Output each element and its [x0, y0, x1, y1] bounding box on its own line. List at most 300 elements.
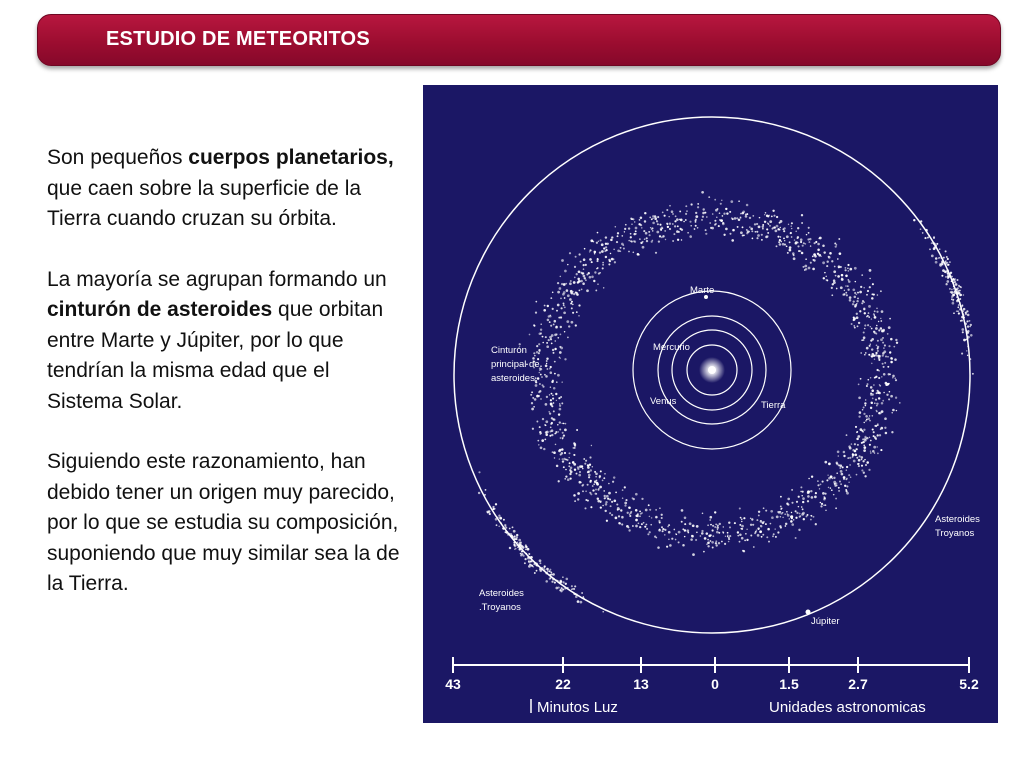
tick-0: 0 [711, 676, 719, 692]
asteroid-dot [577, 278, 580, 281]
asteroid-dot [863, 331, 865, 333]
asteroid-dot [947, 264, 949, 266]
asteroid-dot [538, 343, 540, 345]
asteroid-dot [669, 205, 671, 207]
asteroid-dot [871, 389, 874, 392]
asteroid-dot [546, 360, 548, 362]
asteroid-dot [845, 489, 847, 491]
asteroid-dot [536, 570, 538, 572]
asteroid-dot [877, 355, 880, 358]
asteroid-dot [820, 502, 822, 504]
asteroid-dot [871, 363, 872, 364]
asteroid-dot [617, 509, 619, 511]
asteroid-dot [621, 516, 624, 519]
asteroid-dot [659, 235, 661, 237]
asteroid-dot [581, 289, 583, 291]
asteroid-dot [685, 213, 687, 215]
asteroid-dot [539, 333, 542, 336]
asteroid-dot [742, 550, 744, 552]
asteroid-dot [568, 457, 569, 458]
asteroid-dot [655, 509, 657, 511]
asteroid-dot [584, 463, 586, 465]
asteroid-dot [661, 526, 663, 528]
asteroid-dot [553, 323, 555, 325]
asteroid-dot [615, 491, 617, 493]
asteroid-dot [842, 278, 843, 279]
asteroid-dot [626, 525, 629, 528]
asteroid-dot [958, 304, 960, 306]
asteroid-dot [734, 522, 736, 524]
asteroid-dot [661, 517, 663, 519]
asteroid-dot [879, 412, 882, 415]
asteroid-dot [645, 509, 648, 512]
asteroid-dot [885, 382, 888, 385]
paragraph-1: Son pequeños cuerpos planetarios, que caen sobre la superficie de la Tierra cuando cruzan su órbita. [47, 146, 394, 230]
asteroid-dot [846, 485, 848, 487]
asteroid-dot [553, 410, 555, 412]
asteroid-dot [601, 250, 604, 253]
asteroid-dot [651, 227, 653, 229]
asteroid-dot [630, 236, 632, 238]
asteroid-dot [591, 445, 592, 446]
asteroid-dot [883, 347, 885, 349]
asteroid-dot [860, 428, 863, 431]
asteroid-dot [706, 216, 708, 218]
asteroid-dot [709, 222, 711, 224]
asteroid-dot [745, 215, 748, 218]
asteroid-dot [562, 432, 564, 434]
asteroid-dot [672, 223, 674, 225]
asteroid-dot [810, 245, 811, 246]
asteroid-dot [791, 517, 793, 519]
asteroid-dot [815, 523, 817, 525]
asteroid-dot [939, 248, 941, 250]
asteroid-dot [605, 249, 607, 251]
asteroid-dot [876, 307, 878, 309]
asteroid-dot [877, 434, 879, 436]
asteroid-dot [883, 392, 885, 394]
asteroid-dot [765, 236, 768, 239]
asteroid-dot [610, 505, 612, 507]
asteroid-dot [864, 459, 866, 461]
asteroid-dot [785, 525, 787, 527]
asteroid-dot [710, 524, 712, 526]
asteroid-dot [873, 354, 876, 357]
asteroid-dot [766, 228, 768, 230]
asteroid-dot [862, 460, 864, 462]
asteroid-dot [628, 240, 630, 242]
asteroid-dot [549, 321, 551, 323]
asteroid-dot [854, 267, 857, 270]
asteroid-dot [566, 320, 569, 323]
asteroid-dot [884, 417, 887, 420]
asteroid-dot [743, 235, 745, 237]
asteroid-dot [817, 253, 819, 255]
asteroid-dot [578, 474, 581, 477]
asteroid-dot [767, 215, 769, 217]
asteroid-dot [553, 451, 556, 454]
asteroid-dot [869, 286, 871, 288]
asteroid-dot [605, 256, 607, 258]
asteroid-dot [583, 258, 586, 261]
asteroid-dot [855, 281, 856, 282]
asteroid-dot [509, 547, 511, 549]
asteroid-dot [871, 328, 873, 330]
asteroid-dot [835, 507, 837, 509]
asteroid-dot [741, 528, 743, 530]
asteroid-dot [858, 322, 860, 324]
asteroid-dot [875, 425, 877, 427]
asteroid-dot [628, 251, 630, 253]
asteroid-dot [609, 499, 611, 501]
asteroid-dot [602, 262, 604, 264]
asteroid-dot [729, 233, 731, 235]
asteroid-dot [970, 334, 973, 337]
asteroid-dot [552, 451, 554, 453]
asteroid-dot [584, 248, 586, 250]
asteroid-dot [957, 279, 959, 281]
asteroid-dot [576, 473, 578, 475]
asteroid-dot [787, 252, 789, 254]
asteroid-dot [795, 241, 798, 244]
asteroid-dot [623, 247, 625, 249]
asteroid-dot [869, 345, 871, 347]
asteroid-dot [768, 541, 770, 543]
asteroid-dot [779, 243, 782, 246]
asteroid-dot [881, 310, 884, 313]
asteroid-dot [546, 368, 548, 370]
asteroid-dot [682, 544, 685, 547]
asteroid-dot [724, 543, 726, 545]
asteroid-dot [849, 296, 852, 299]
asteroid-dot [649, 516, 651, 518]
asteroid-dot [563, 466, 565, 468]
asteroid-dot [571, 307, 573, 309]
asteroid-dot [551, 434, 553, 436]
asteroid-dot [801, 252, 804, 255]
asteroid-dot [661, 236, 663, 238]
asteroid-dot [783, 238, 785, 240]
tick-22: 22 [555, 676, 571, 692]
asteroid-dot [576, 311, 578, 313]
asteroid-dot [969, 326, 970, 327]
asteroid-dot [843, 476, 846, 479]
asteroid-dot [652, 217, 653, 218]
asteroid-dot [668, 538, 670, 540]
asteroid-dot [599, 477, 601, 479]
asteroid-dot [689, 522, 692, 525]
asteroid-dot [800, 241, 802, 243]
asteroid-dot [577, 281, 579, 283]
asteroid-dot [876, 352, 877, 353]
asteroid-dot [853, 460, 856, 463]
asteroid-dot [624, 228, 626, 230]
asteroid-dot [872, 415, 874, 417]
asteroid-dot [878, 321, 879, 322]
asteroid-dot [762, 224, 764, 226]
asteroid-dot [808, 478, 810, 480]
asteroid-dot [874, 314, 876, 316]
asteroid-dot [880, 428, 882, 430]
asteroid-dot [817, 243, 820, 246]
asteroid-dot [890, 361, 893, 364]
asteroid-dot [868, 354, 870, 356]
asteroid-dot [922, 232, 924, 234]
asteroid-dot [753, 546, 755, 548]
asteroid-dot [567, 478, 570, 481]
asteroid-dot [791, 502, 793, 504]
asteroid-dot [878, 397, 880, 399]
asteroid-dot [551, 393, 553, 395]
asteroid-dot [695, 539, 697, 541]
asteroid-dot [597, 500, 600, 503]
jupiter-dot [806, 610, 811, 615]
asteroid-dot [589, 251, 590, 252]
asteroid-dot [837, 451, 840, 454]
asteroid-dot [761, 234, 763, 236]
asteroid-dot [887, 356, 889, 358]
asteroid-dot [661, 227, 664, 230]
asteroid-dot [728, 541, 730, 543]
asteroid-dot [755, 231, 757, 233]
asteroid-dot [789, 518, 791, 520]
asteroid-dot [649, 234, 651, 236]
asteroid-dot [621, 243, 624, 246]
asteroid-dot [705, 229, 707, 231]
asteroid-dot [665, 239, 666, 240]
asteroid-dot [570, 470, 573, 473]
asteroid-dot [707, 539, 709, 541]
paragraph-2: La mayoría se agrupan formando un cinturón de asteroides que orbitan entre Marte y Júpiter, por lo que tendrían la misma edad que el Sistema Solar. [47, 267, 387, 413]
asteroid-dot [873, 384, 875, 386]
asteroid-dot [820, 505, 822, 507]
asteroid-dot [877, 391, 880, 394]
asteroid-dot [580, 601, 583, 604]
asteroid-dot [831, 478, 833, 480]
asteroid-dot [550, 297, 552, 299]
asteroid-dot [856, 474, 858, 476]
asteroid-dot [819, 488, 820, 489]
asteroid-dot [651, 241, 653, 243]
asteroid-dot [855, 448, 857, 450]
asteroid-dot [866, 316, 868, 318]
asteroid-dot [828, 256, 831, 259]
asteroid-dot [582, 490, 584, 492]
asteroid-dot [590, 469, 592, 471]
asteroid-dot [578, 304, 580, 306]
asteroid-dot [589, 492, 591, 494]
asteroid-dot [899, 402, 901, 404]
asteroid-dot [620, 523, 622, 525]
asteroid-dot [657, 546, 660, 549]
tick-43: 43 [445, 676, 461, 692]
asteroid-dot [762, 522, 765, 525]
asteroid-dot [635, 525, 638, 528]
asteroid-dot [776, 516, 779, 519]
asteroid-dot [635, 509, 638, 512]
asteroid-dot [588, 272, 590, 274]
asteroid-dot [825, 276, 826, 277]
asteroid-dot [846, 492, 849, 495]
asteroid-dot [866, 294, 868, 296]
asteroid-dot [963, 339, 966, 342]
asteroid-dot [503, 519, 505, 521]
asteroid-dot [569, 298, 572, 301]
asteroid-dot [557, 291, 560, 294]
asteroid-dot [854, 327, 856, 329]
asteroid-dot [847, 267, 849, 269]
asteroid-dot [758, 514, 760, 516]
asteroid-dot [650, 524, 652, 526]
asteroid-dot [772, 535, 774, 537]
asteroid-dot [585, 460, 587, 462]
asteroid-dot [767, 528, 770, 531]
asteroid-dot [865, 352, 867, 354]
asteroid-dot [852, 449, 854, 451]
asteroid-dot [804, 265, 807, 268]
asteroid-dot [881, 376, 882, 377]
asteroid-dot [789, 241, 791, 243]
asteroid-dot [882, 342, 884, 344]
asteroid-dot [532, 428, 534, 430]
asteroid-dot [838, 490, 840, 492]
asteroid-dot [559, 449, 562, 452]
asteroid-dot [956, 310, 958, 312]
asteroid-dot [525, 549, 527, 551]
asteroid-dot [847, 264, 849, 266]
asteroid-dot [602, 505, 604, 507]
asteroid-dot [675, 539, 677, 541]
asteroid-dot [895, 379, 897, 381]
asteroid-dot [509, 528, 511, 530]
asteroid-dot [871, 393, 874, 396]
asteroid-dot [528, 560, 530, 562]
asteroid-dot [567, 264, 568, 265]
asteroid-dot [703, 551, 705, 553]
asteroid-dot [795, 510, 797, 512]
asteroid-dot [546, 357, 548, 359]
asteroid-dot [552, 395, 554, 397]
asteroid-dot [559, 408, 562, 411]
asteroid-dot [936, 243, 938, 245]
asteroid-dot [564, 478, 565, 479]
asteroid-dot [596, 242, 598, 244]
asteroid-dot [806, 234, 808, 236]
asteroid-dot [708, 196, 710, 198]
asteroid-dot [893, 346, 895, 348]
asteroid-dot [559, 351, 562, 354]
asteroid-dot [808, 267, 811, 270]
asteroid-dot [784, 240, 785, 241]
asteroid-dot [943, 257, 945, 259]
asteroid-dot [863, 449, 866, 452]
asteroid-dot [734, 217, 737, 220]
asteroid-dot [514, 535, 516, 537]
asteroid-dot [884, 344, 886, 346]
asteroid-dot [837, 258, 839, 260]
asteroid-dot [570, 290, 573, 293]
asteroid-dot [545, 580, 548, 583]
asteroid-dot [966, 310, 968, 312]
asteroid-dot [809, 238, 811, 240]
asteroid-dot [624, 231, 625, 232]
asteroid-dot [729, 211, 731, 213]
asteroid-dot [605, 236, 607, 238]
asteroid-dot [579, 471, 581, 473]
asteroid-dot [801, 222, 803, 224]
asteroid-dot [877, 340, 879, 342]
asteroid-dot [841, 274, 844, 277]
asteroid-dot [858, 463, 860, 465]
asteroid-dot [767, 232, 769, 234]
asteroid-dot [712, 547, 714, 549]
asteroid-dot [963, 294, 965, 296]
asteroid-dot [560, 590, 562, 592]
asteroid-dot [562, 460, 564, 462]
asteroid-dot [605, 246, 607, 248]
asteroid-dot [600, 470, 602, 472]
asteroid-dot [790, 520, 793, 523]
asteroid-dot [933, 237, 935, 239]
asteroid-dot [864, 422, 865, 423]
asteroid-dot [681, 521, 683, 523]
asteroid-dot [585, 279, 587, 281]
asteroid-dot [845, 269, 847, 271]
asteroid-dot [612, 481, 614, 483]
asteroid-dot [662, 530, 664, 532]
asteroid-dot [715, 540, 717, 542]
asteroid-dot [541, 376, 543, 378]
asteroid-dot [659, 224, 661, 226]
asteroid-dot [945, 283, 947, 285]
asteroid-dot [633, 240, 635, 242]
asteroid-dot [563, 291, 566, 294]
asteroid-dot [559, 346, 561, 348]
asteroid-dot [556, 465, 559, 468]
asteroid-dot [852, 456, 854, 458]
asteroid-dot [863, 446, 866, 449]
asteroid-dot [572, 304, 574, 306]
asteroid-dot [548, 339, 550, 341]
asteroid-dot [888, 398, 890, 400]
asteroid-dot [538, 372, 540, 374]
asteroid-dot [782, 517, 784, 519]
asteroid-dot [611, 258, 614, 261]
asteroid-dot [791, 222, 793, 224]
asteroid-dot [604, 497, 606, 499]
asteroid-dot [848, 445, 851, 448]
asteroid-dot [737, 535, 739, 537]
asteroid-dot [559, 421, 561, 423]
asteroid-dot [957, 306, 959, 308]
asteroid-dot [822, 492, 825, 495]
tick-13: 13 [633, 676, 649, 692]
asteroid-dot [798, 250, 800, 252]
asteroid-dot [584, 507, 586, 509]
asteroid-dot [802, 501, 804, 503]
asteroid-dot [760, 520, 762, 522]
asteroid-dot [782, 512, 783, 513]
asteroid-dot [866, 347, 869, 350]
asteroid-dot [889, 318, 891, 320]
asteroid-dot [939, 263, 941, 265]
asteroid-dot [530, 560, 532, 562]
asteroid-dot [835, 246, 837, 248]
asteroid-dot [856, 438, 859, 441]
asteroid-dot [629, 515, 631, 517]
asteroid-dot [807, 495, 810, 498]
label-belt-2: principal de [491, 359, 540, 370]
